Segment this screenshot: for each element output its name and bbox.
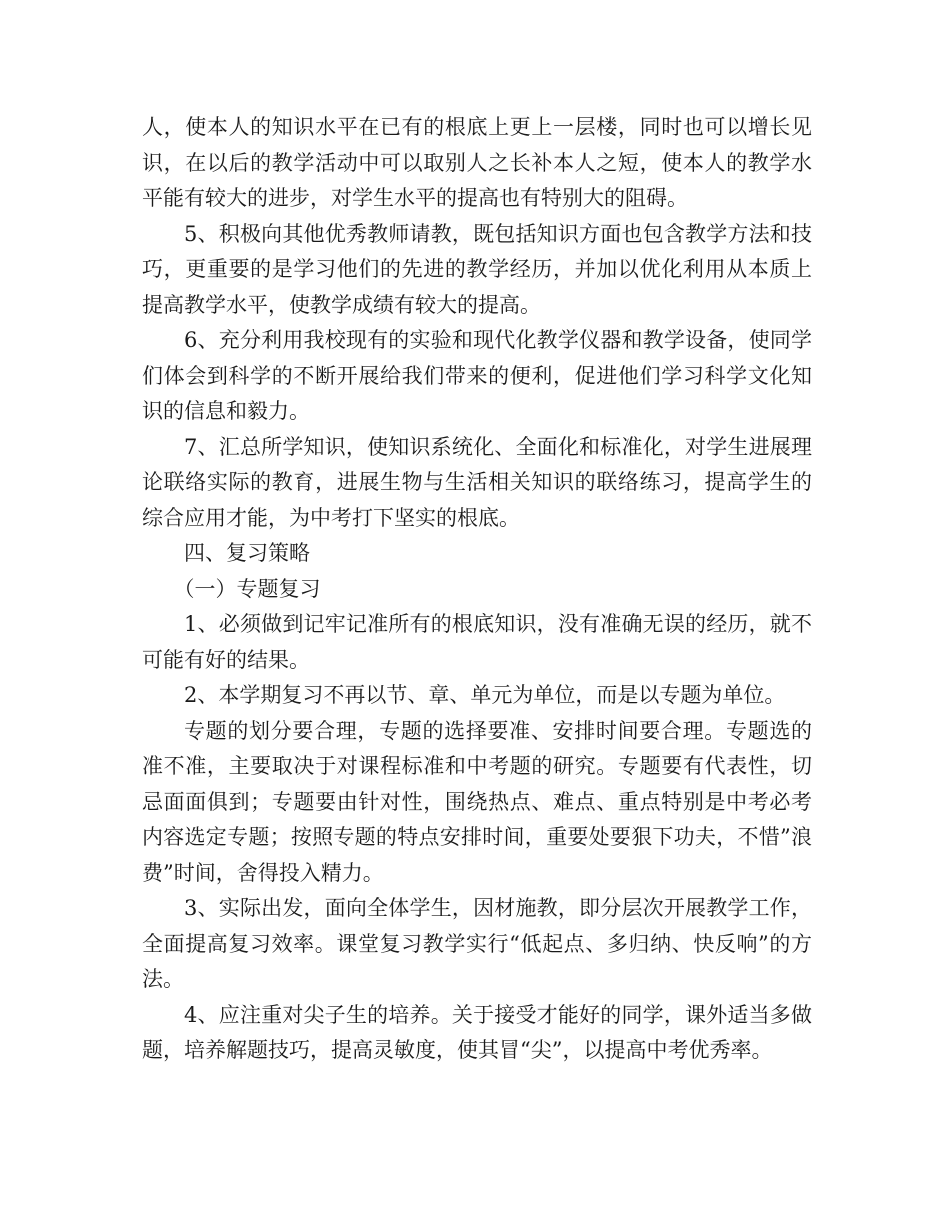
paragraph-topic-division: 专题的划分要合理，专题的选择要准、安排时间要合理。专题选的准不准，主要取决于对课程标准和中考题的研究。专题要有代表性，切忌面面俱到；专题要由针对性，围绕热点、难点、重点特别是中考必考内容选定专题；按照专题的特点安排时间，重要处要狠下功夫，不惜”浪费”时间，舍得投入精力。 bbox=[142, 718, 812, 885]
paragraph-item-6: 6、充分利用我校现有的实验和现代化教学仪器和教学设备，使同学们体会到科学的不断开展给我们带来的便利，促进他们学习科学文化知识的信息和毅力。 bbox=[142, 328, 812, 423]
document-page bbox=[142, 110, 812, 1069]
paragraph-strategy-1: 1、必须做到记牢记准所有的根底知识，没有准确无误的经历，就不可能有好的结果。 bbox=[142, 612, 812, 672]
paragraph-strategy-2: 2、本学期复习不再以节、章、单元为单位，而是以专题为单位。 bbox=[184, 683, 786, 707]
paragraph-strategy-4: 4、应注重对尖子生的培养。关于接受才能好的同学，课外适当多做题，培养解题技巧，提高灵敏度，使其冒“尖”，以提高中考优秀率。 bbox=[142, 1002, 812, 1062]
paragraph-item-7: 7、汇总所学知识，使知识系统化、全面化和标准化，对学生进展理论联络实际的教育，进展生物与生活相关知识的联络练习，提高学生的综合应用才能，为中考打下坚实的根底。 bbox=[142, 434, 812, 530]
section-heading-review-strategy: 四、复习策略 bbox=[184, 541, 310, 565]
paragraph-item-5: 5、积极向其他优秀教师请教，既包括知识方面也包含教学方法和技巧，更重要的是学习他们的先进的教学经历，并加以优化利用从本质上提高教学水平，使教学成绩有较大的提高。 bbox=[142, 221, 812, 317]
paragraph-continuation: 人，使本人的知识水平在已有的根底上更上一层楼，同时也可以增长见识，在以后的教学活动中可以取别人之长补本人之短，使本人的教学水平能有较大的进步，对学生水平的提高也有特别大的阻碍。 bbox=[142, 115, 812, 210]
subsection-heading-topic-review: （一）专题复习 bbox=[173, 576, 321, 601]
paragraph-strategy-3: 3、实际出发，面向全体学生，因材施教，即分层次开展教学工作，全面提高复习效率。课堂复习教学实行“低起点、多归纳、快反响”的方法。 bbox=[142, 896, 812, 991]
